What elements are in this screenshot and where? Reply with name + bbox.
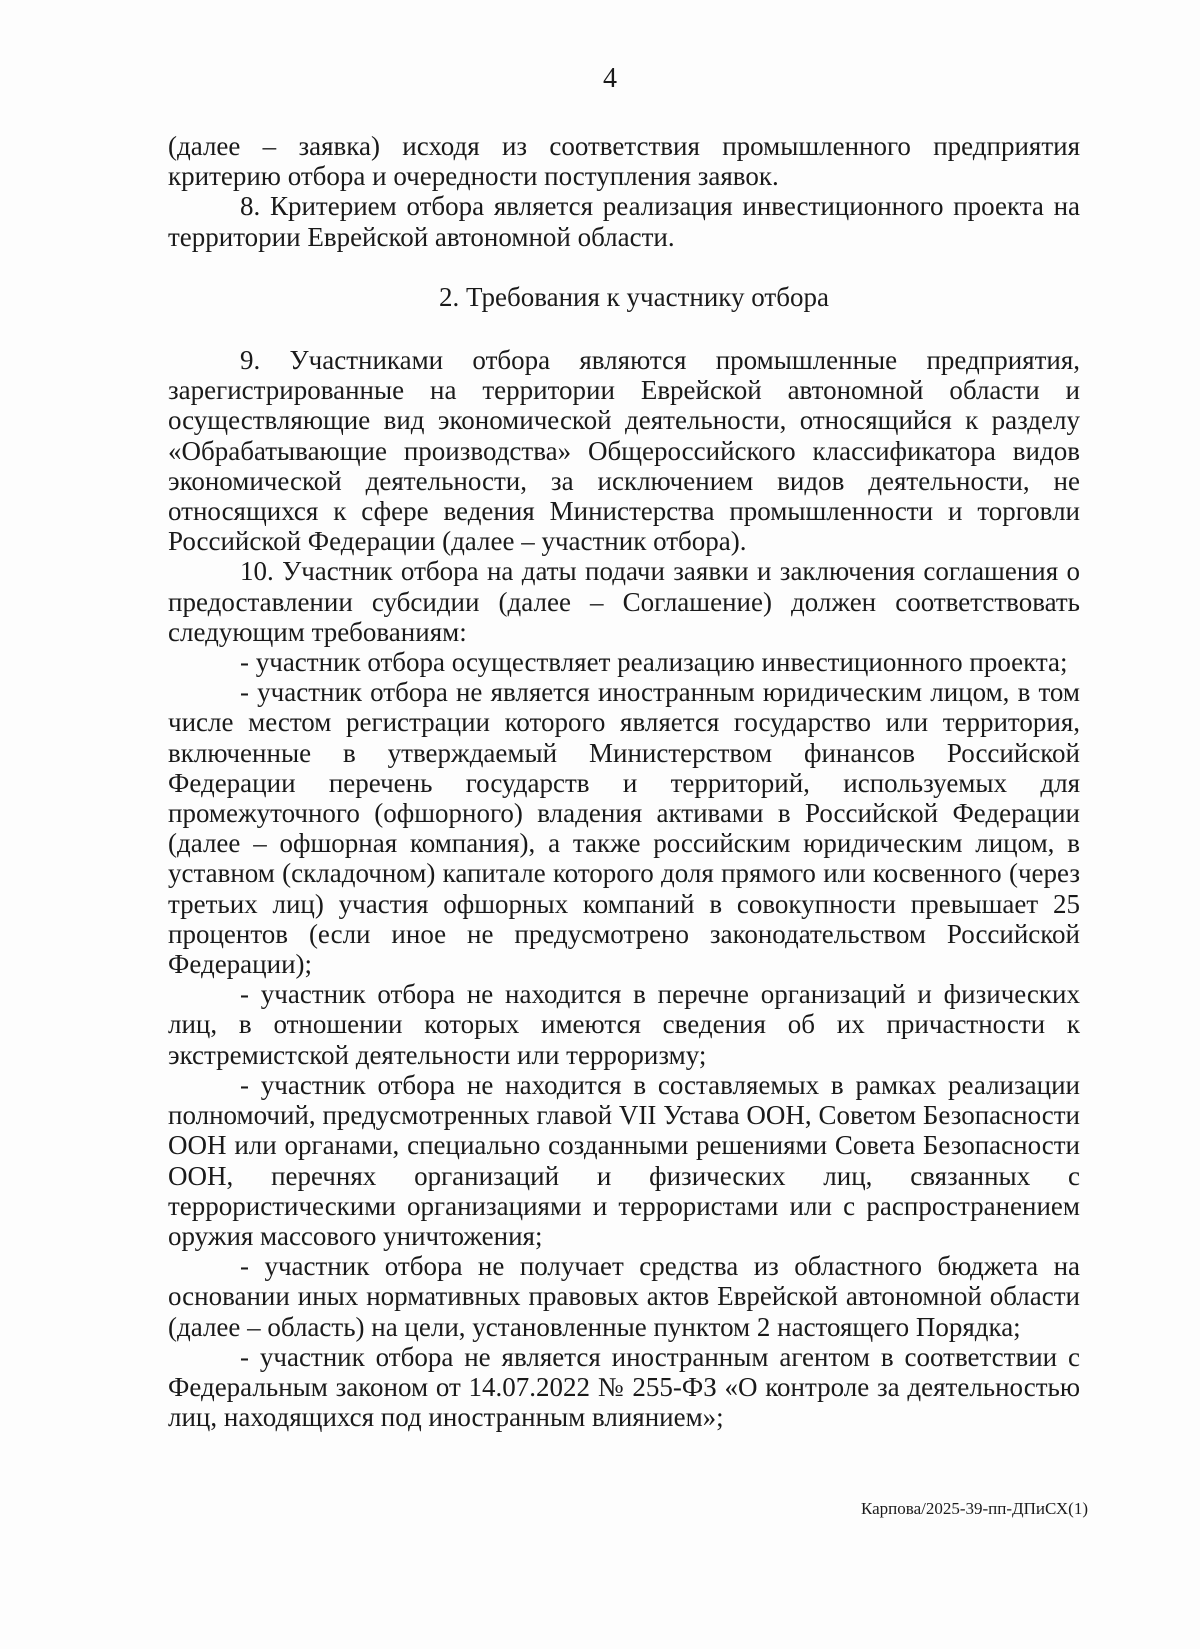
page-number: 4 [603, 63, 617, 94]
document-body [168, 131, 1080, 1432]
requirement-item: - участник отбора не является иностранным юридическим лицом, в том числе местом регистрации которого является государство или территория, включенные в утверждаемый Министерством финансов Российской Федерации перечень государств и территорий, используемых для промежуточного (офшорного) владения активами в Российской Федерации (далее – офшорная компания), а также российским юридическим лицом, в уставном (складочном) капитале которого доля прямого или косвенного (через третьих лиц) участия офшорных компаний в совокупности превышает 25 процентов (если иное не предусмотрено законодательством Российской Федерации); [168, 677, 1080, 980]
document-footer-code: Карпова/2025-39-пп-ДПиСХ(1) [861, 1499, 1088, 1518]
paragraph-continuation: (далее – заявка) исходя из соответствия промышленного предприятия критерию отбора и очередности поступления заявок. [168, 131, 1080, 192]
paragraph-item-8: 8. Критерием отбора является реализация инвестиционного проекта на территории Еврейской автономной области. [168, 191, 1080, 252]
requirement-item: - участник отбора осуществляет реализацию инвестиционного проекта; [240, 647, 1068, 678]
requirement-item: - участник отбора не находится в перечне организаций и физических лиц, в отношении которых имеются сведения об их причастности к экстремистской деятельности или терроризму; [168, 979, 1080, 1070]
requirement-item: - участник отбора не находится в составляемых в рамках реализации полномочий, предусмотренных главой VII Устава ООН, Советом Безопасности ООН или органами, специально созданными решениями Совета Безопасности ООН, перечнях организаций и физических лиц, связанных с террористическими организациями и террористами или с распространением оружия массового уничтожения; [168, 1069, 1080, 1251]
requirement-item: - участник отбора не является иностранным агентом в соответствии с Федеральным законом от 14.07.2022 № 255-ФЗ «О контроле за деятельностью лиц, находящихся под иностранным влиянием»; [168, 1341, 1080, 1433]
section-heading: 2. Требования к участнику отбора [439, 281, 829, 312]
paragraph-item-10: 10. Участник отбора на даты подачи заявки и заключения соглашения о предоставлении субсидии (далее – Соглашение) должен соответствовать следующим требованиям: [168, 556, 1080, 647]
requirement-item: - участник отбора не получает средства из областного бюджета на основании иных нормативных правовых актов Еврейской автономной области (далее – область) на цели, установленные пунктом 2 настоящего Порядка; [168, 1251, 1080, 1342]
paragraph-item-9: 9. Участниками отбора являются промышленные предприятия, зарегистрированные на территории Еврейской автономной области и осуществляющие вид экономической деятельности, относящийся к разделу «Обрабатывающие производства» Общероссийского классификатора видов экономической деятельности, за исключением видов деятельности, не относящихся к сфере ведения Министерства промышленности и торговли Российской Федерации (далее – участник отбора). [168, 345, 1080, 557]
